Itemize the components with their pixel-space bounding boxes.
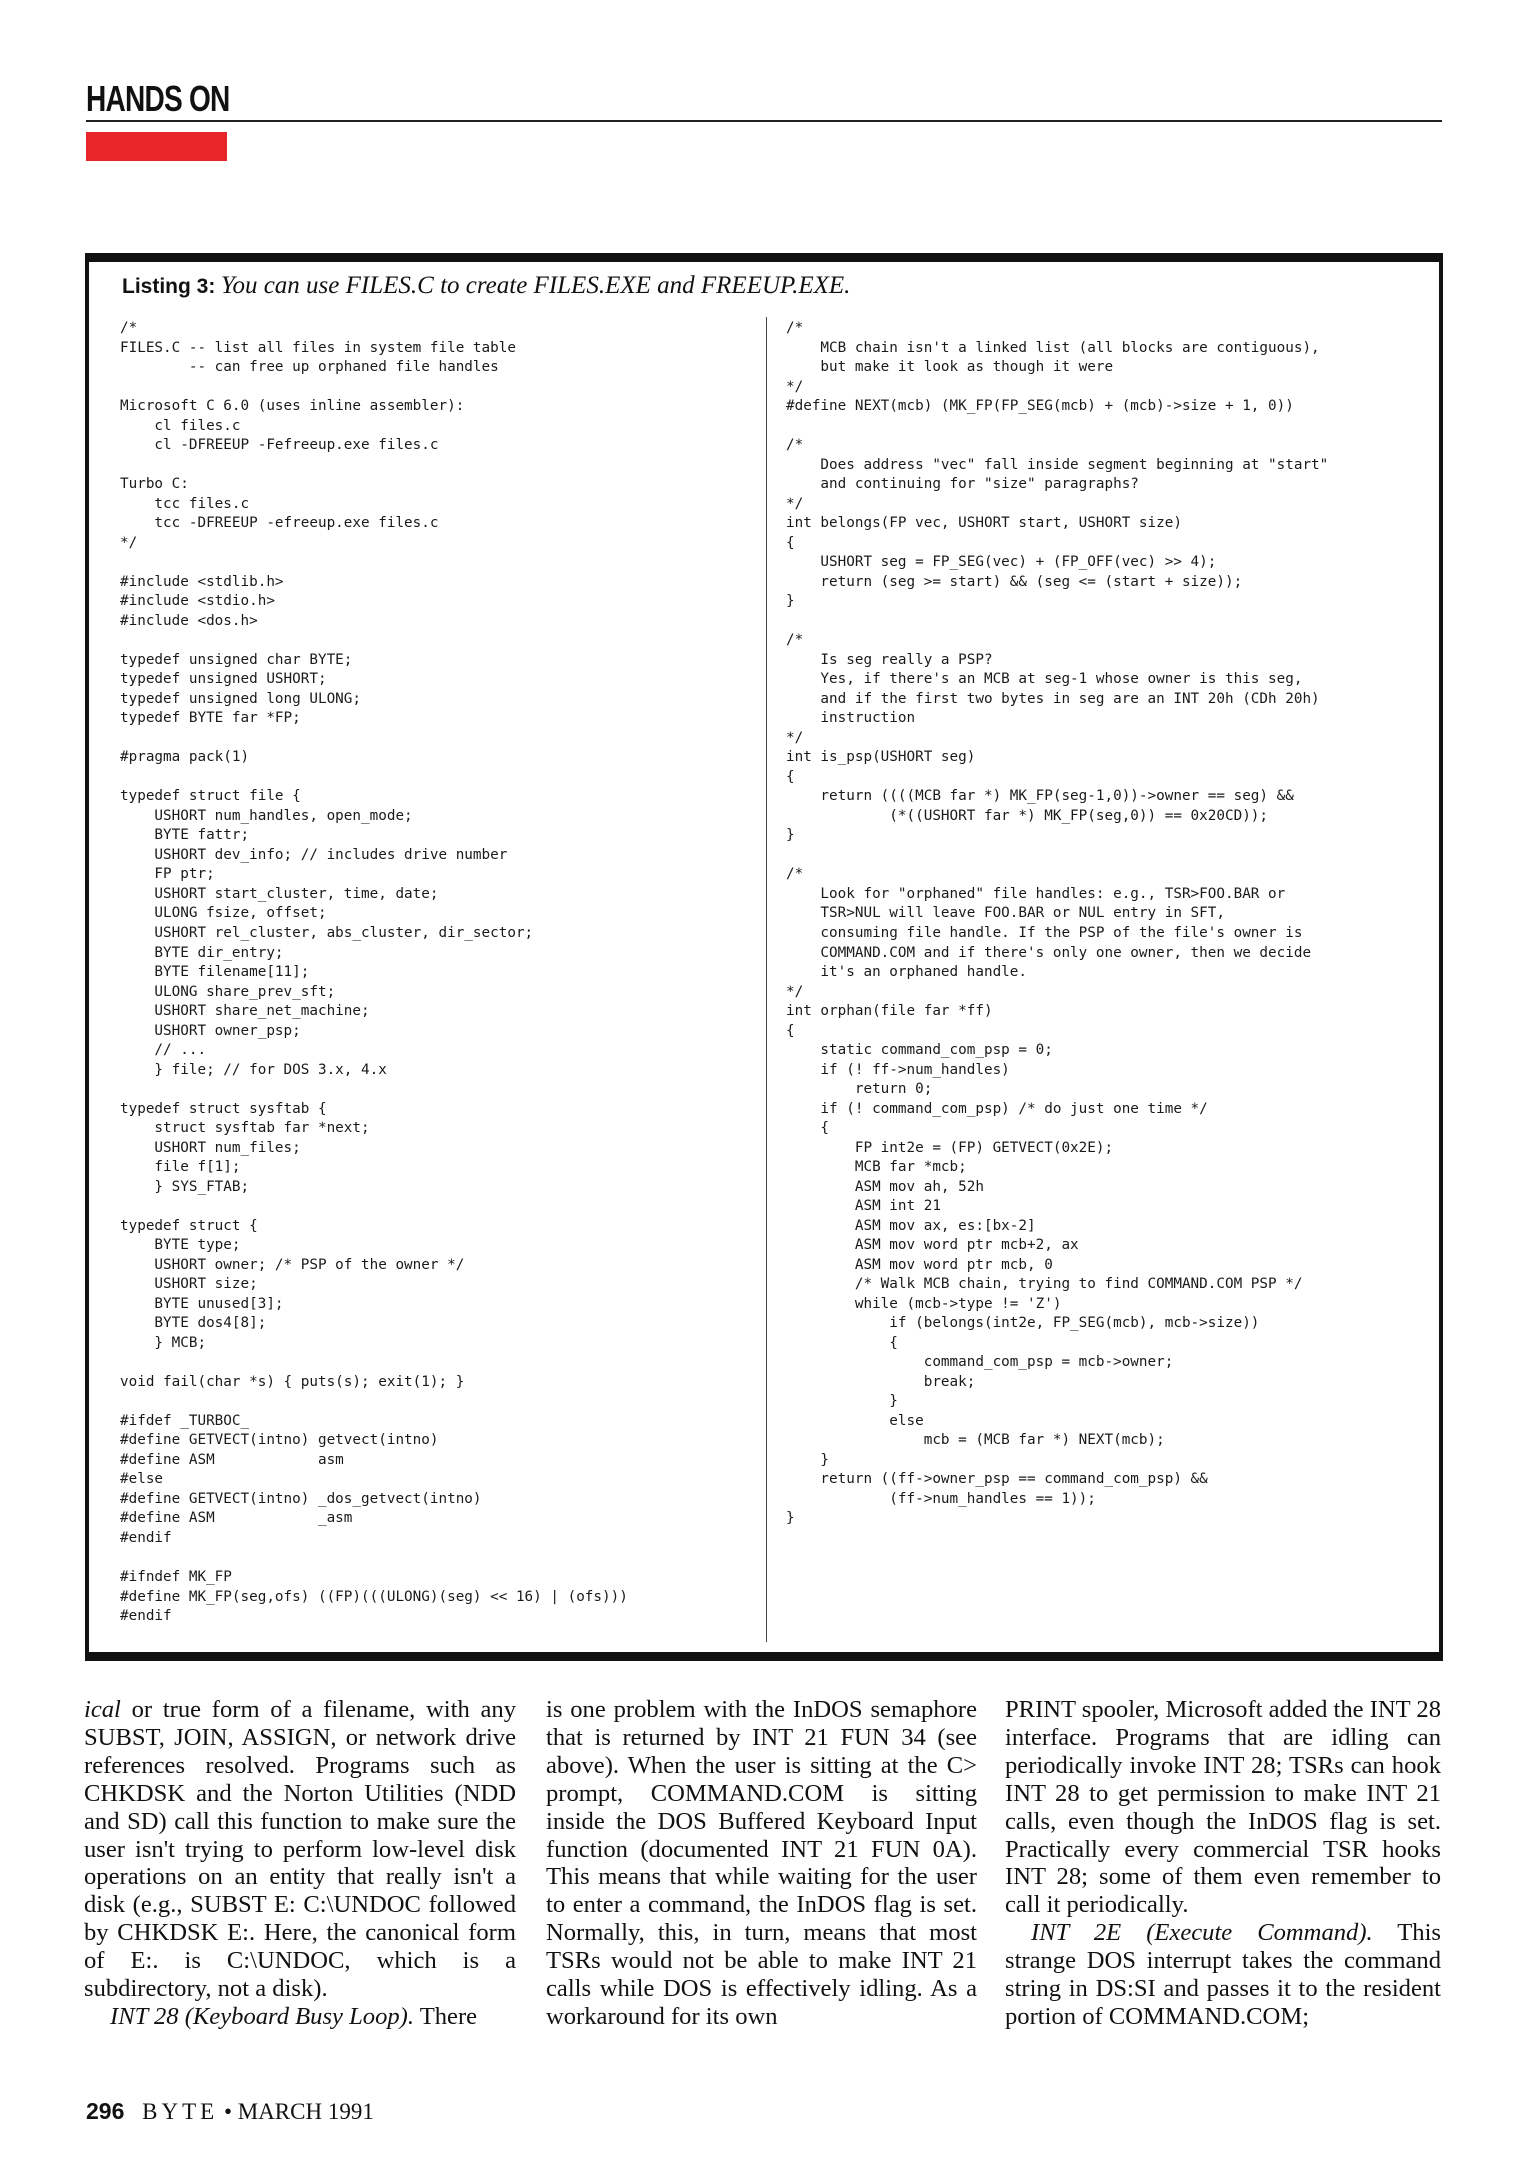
header-accent-bar [86,132,227,161]
article-paragraph [84,2003,516,2031]
article-paragraph [1005,1919,1441,2031]
magazine-name: BYTE [142,2099,219,2124]
paragraph-text: There [414,2002,478,2030]
code-listing-right: /* MCB chain isn't a linked list (all blocks are contiguous), but make it look as though it were */ #define NEXT(mcb) (MK_FP(FP_SEG(mcb) + (mcb)->size + 1, 0)) /* Does address "vec" fall inside segment beginning at "start" and continuing for "size" paragraphs? */ int belongs(FP vec, USHORT start, USHORT size) { USHORT seg = FP_SEG(vec) + (FP_OFF(vec) >> 4); return (seg >= start) && (seg <= (start + size)); } /* Is seg really a PSP? Yes, if there's an MCB at seg-1 whose owner is this seg, and if the first two bytes in seg are an INT 20h (CDh 20h) instruction */ int is_psp(USHORT seg) { return ((((MCB far *) MK_FP(seg-1,0))->owner == seg) && (*((USHORT far *) MK_FP(seg,0)) == 0x20CD)); } /* Look for "orphaned" file handles: e.g., TSR>FOO.BAR or TSR>NUL will leave FOO.BAR or NUL entry in SFT, consuming file handle. If the PSP of the file's owner is COMMAND.COM and if there's only one owner, then we decide it's an orphaned handle. */ int orphan(file far *ff) { static command_com_psp = 0; if (! ff->num_handles) return 0; if (! command_com_psp) /* do just one time */ { FP int2e = (FP) GETVECT(0x2E); MCB far *mcb; ASM mov ah, 52h ASM int 21 ASM mov ax, es:[bx-2] ASM mov word ptr mcb+2, ax ASM mov word ptr mcb, 0 /* Walk MCB chain, trying to find COMMAND.COM PSP */ while (mcb->type != 'Z') if (belongs(int2e, FP_SEG(mcb), mcb->size)) { command_com_psp = mcb->owner; break; } else mcb = (MCB far *) NEXT(mcb); } return ((ff->owner_psp == command_com_psp) && (ff->num_handles == 1)); } [786,320,1329,1527]
listing-caption-text: You can use FILES.C to create FILES.EXE and FREEUP.EXE. [220,272,851,299]
page-footer [86,2098,374,2125]
section-title: HANDS ON [86,78,230,119]
article-column-3 [1005,1696,1441,2068]
listing-caption [122,272,850,300]
code-listing-left: /* FILES.C -- list all files in system file table -- can free up orphaned file handles Microsoft C 6.0 (uses inline assembler): cl files.c cl -DFREEUP -Fefreeup.exe files.c Turbo C: tcc files.c tcc -DFREEUP -efreeup.exe files.c */ #include <stdlib.h> #include <stdio.h> #include <dos.h> typedef unsigned char BYTE; typedef unsigned USHORT; typedef unsigned long ULONG; typedef BYTE far *FP; #pragma pack(1) typedef struct file { USHORT num_handles, open_mode; BYTE fattr; USHORT dev_info; // includes drive number FP ptr; USHORT start_cluster, time, date; ULONG fsize, offset; USHORT rel_cluster, abs_cluster, dir_sector; BYTE dir_entry; BYTE filename[11]; ULONG share_prev_sft; USHORT share_net_machine; USHORT owner_psp; // ... } file; // for DOS 3.x, 4.x typedef struct sysftab { struct sysftab far *next; USHORT num_files; file f[1]; } SYS_FTAB; typedef struct { BYTE type; USHORT owner; /* PSP of the owner */ USHORT size; BYTE unused[3]; BYTE dos4[8]; } MCB; void fail(char *s) { puts(s); exit(1); } #ifdef _TURBOC_ #define GETVECT(intno) getvect(intno) #define ASM asm #else #define GETVECT(intno) _dos_getvect(intno) #define ASM _asm #endif #ifndef MK_FP #define MK_FP(seg,ofs) ((FP)(((ULONG)(seg) << 16) | (ofs))) #endif [120,320,628,1625]
article-column-2 [546,1696,977,2068]
paragraph-text: or true form of a filename, with any SUBST, JOIN, ASSIGN, or network drive references resolved. Programs such as CHKDSK and the Norton Utilities (NDD and SD) call this function to make sure the user isn't trying to perform low-level disk operations on an entity that really isn't a disk (e.g., SUBST E: C:\UNDOC followed by CHKDSK E:. Here, the canonical form of E:. is C:\UNDOC, which is a subdirectory, not a disk). [84,1696,516,2003]
article-column-1 [84,1696,516,2068]
listing-column-divider [766,317,767,1642]
paragraph-text: This strange DOS interrupt takes the command string in DS:SI and passes it to the resident portion of COMMAND.COM; [1005,1919,1441,2030]
issue-date: MARCH 1991 [237,2099,374,2124]
article-paragraph: is one problem with the InDOS semaphore that is returned by INT 21 FUN 34 (see above). When the user is sitting at the C> prompt, COMMAND.COM is sitting inside the DOS Buffered Keyboard Input function (documented INT 21 FUN 0A). This means that while waiting for the user to enter a command, the InDOS flag is set. Normally, this, in turn, means that most TSRs would not be able to make INT 21 calls while DOS is effectively idling. As a workaround for its own [546,1696,977,2030]
subsection-heading: INT 28 (Keyboard Busy Loop). [110,2002,414,2030]
listing-label: Listing 3: [122,275,216,298]
footer-separator: • [223,2099,232,2124]
article-paragraph: PRINT spooler, Microsoft added the INT 28 interface. Programs that are idling can periodically invoke INT 28; TSRs can hook INT 28 to get permission to make INT 21 calls, even though the InDOS flag is set. Practically every commercial TSR hooks INT 28; some of them even remember to call it periodically. [1005,1696,1441,1919]
italic-term: ical [84,1696,121,1723]
page-number: 296 [86,2098,125,2124]
header-rule [86,120,1442,122]
article-paragraph [84,1696,516,2003]
subsection-heading: INT 2E (Execute Command). [1031,1919,1373,1947]
